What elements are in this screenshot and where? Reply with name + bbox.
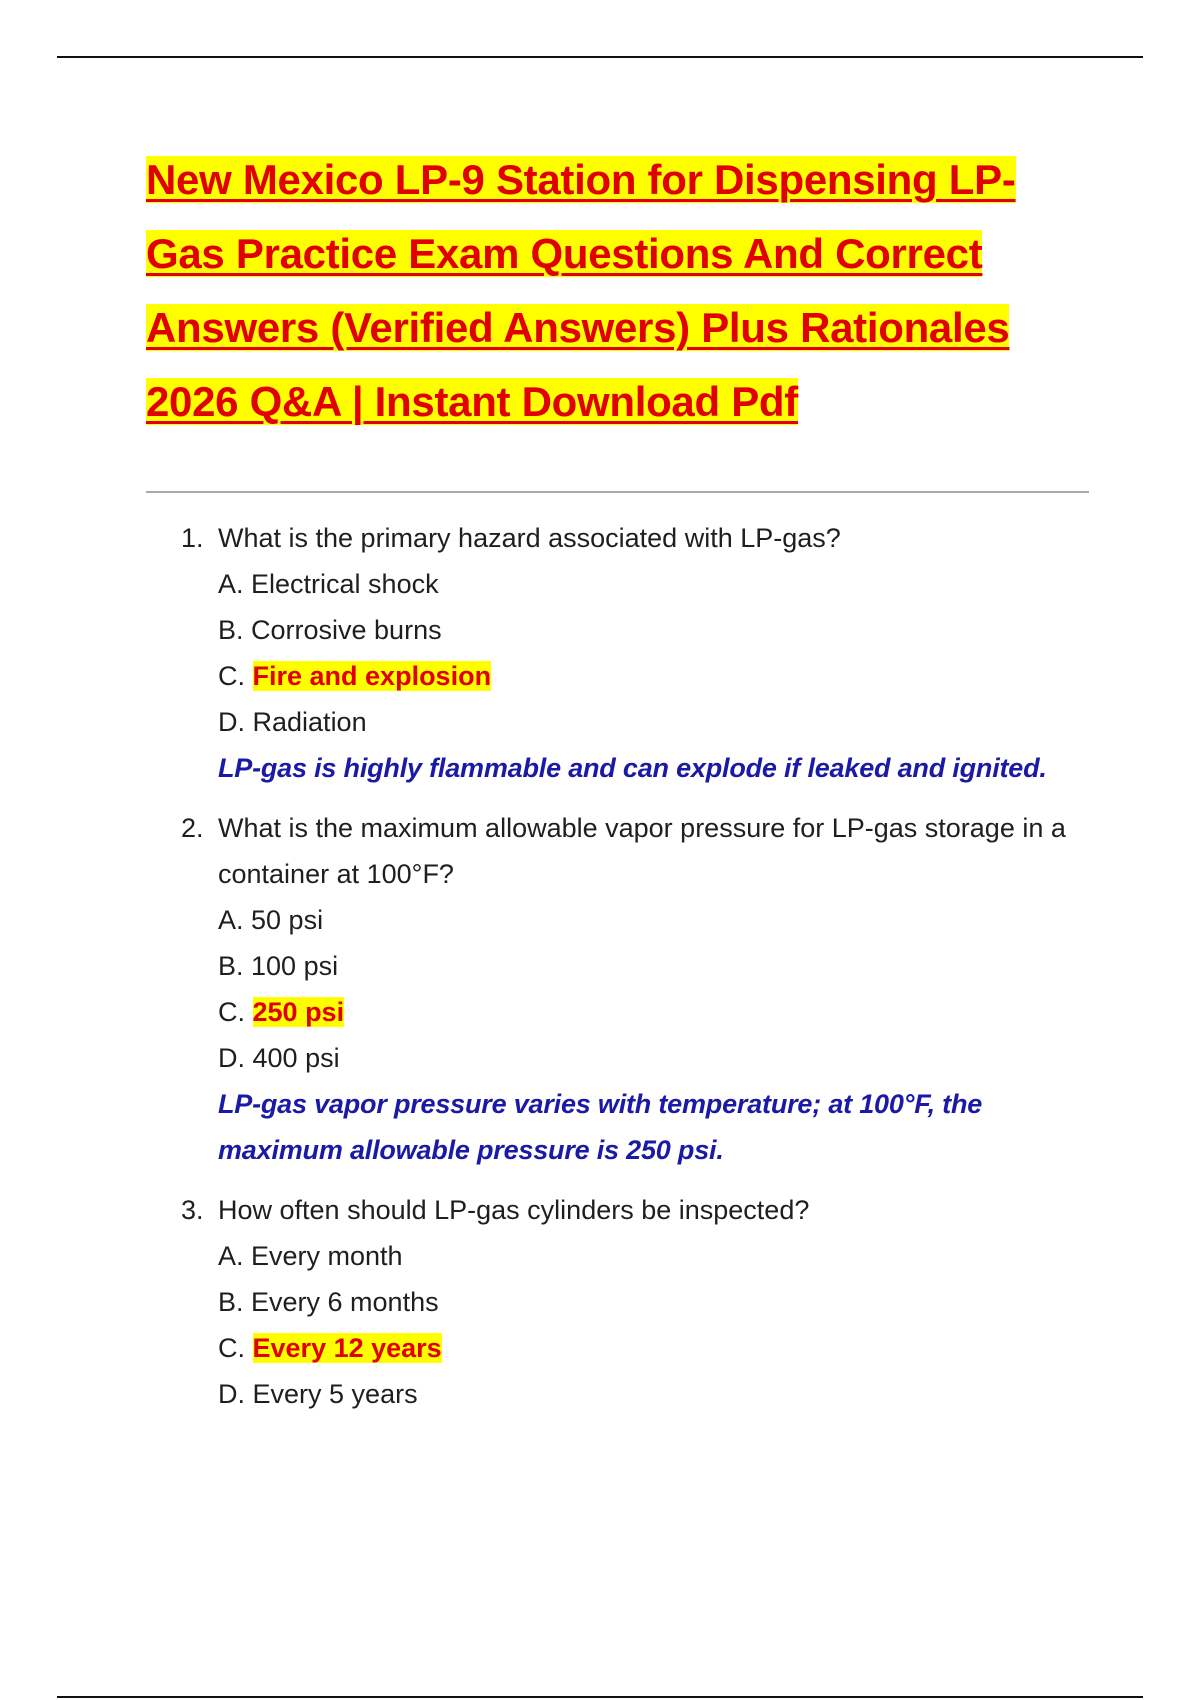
rationale: LP-gas vapor pressure varies with temperature; at 100°F, the maximum allowable pressure is 250 psi. (218, 1089, 983, 1165)
option-letter: A. (218, 905, 252, 935)
title-line (146, 224, 1096, 298)
question-number: 1. (181, 523, 204, 553)
question-item (181, 515, 1101, 791)
answer-options (218, 1233, 1101, 1417)
option-text: 50 psi (251, 905, 324, 935)
option-text: Every month (251, 1241, 403, 1271)
question-item (181, 805, 1101, 1173)
document-title (146, 150, 1096, 446)
answer-option (218, 607, 1101, 653)
option-letter: A. (218, 569, 252, 599)
answer-option-correct (218, 653, 1101, 699)
option-letter: C. (218, 661, 253, 691)
option-text: 100 psi (251, 951, 339, 981)
question-text: How often should LP-gas cylinders be inspected? (218, 1195, 810, 1225)
option-text: Every 5 years (252, 1379, 418, 1409)
top-rule (57, 56, 1143, 58)
option-text: 400 psi (252, 1043, 340, 1073)
answer-option (218, 1035, 1101, 1081)
option-letter: D. (218, 1379, 253, 1409)
answer-option-correct (218, 989, 1101, 1035)
title-line (146, 150, 1096, 224)
question-list (181, 515, 1101, 1431)
title-text: 2026 Q&A | Instant Download Pdf (146, 378, 798, 425)
option-text: Radiation (252, 707, 367, 737)
title-line (146, 298, 1096, 372)
question-text: What is the maximum allowable vapor pressure for LP-gas storage in a container at 100°F? (218, 813, 1066, 889)
option-text: Corrosive burns (251, 615, 442, 645)
answer-option (218, 943, 1101, 989)
question-number: 3. (181, 1195, 204, 1225)
bottom-rule (57, 1696, 1143, 1698)
answer-option (218, 1371, 1101, 1417)
correct-answer-text: 250 psi (252, 997, 345, 1027)
question-stem (181, 805, 1101, 897)
option-text: Every 6 months (251, 1287, 439, 1317)
answer-option (218, 1279, 1101, 1325)
option-text: Electrical shock (251, 569, 439, 599)
answer-option (218, 699, 1101, 745)
answer-options (218, 561, 1101, 745)
answer-option (218, 561, 1101, 607)
option-letter: A. (218, 1241, 252, 1271)
section-divider (146, 491, 1089, 493)
answer-option-correct (218, 1325, 1101, 1371)
title-line (146, 372, 1096, 446)
correct-answer-text: Every 12 years (252, 1333, 442, 1363)
answer-options (218, 897, 1101, 1081)
option-letter: C. (218, 997, 253, 1027)
option-letter: B. (218, 951, 252, 981)
answer-option (218, 1233, 1101, 1279)
option-letter: B. (218, 615, 252, 645)
option-letter: B. (218, 1287, 252, 1317)
question-item (181, 1187, 1101, 1417)
title-text: New Mexico LP-9 Station for Dispensing LP- (146, 156, 1016, 203)
option-letter: C. (218, 1333, 253, 1363)
rationale: LP-gas is highly flammable and can explode if leaked and ignited. (218, 753, 1047, 783)
question-text: What is the primary hazard associated with LP-gas? (218, 523, 841, 553)
correct-answer-text: Fire and explosion (252, 661, 492, 691)
question-number: 2. (181, 813, 204, 843)
answer-option (218, 897, 1101, 943)
title-text: Answers (Verified Answers) Plus Rationales (146, 304, 1010, 351)
option-letter: D. (218, 707, 253, 737)
question-stem (181, 1187, 1101, 1233)
option-letter: D. (218, 1043, 253, 1073)
title-text: Gas Practice Exam Questions And Correct (146, 230, 983, 277)
question-stem (181, 515, 1101, 561)
